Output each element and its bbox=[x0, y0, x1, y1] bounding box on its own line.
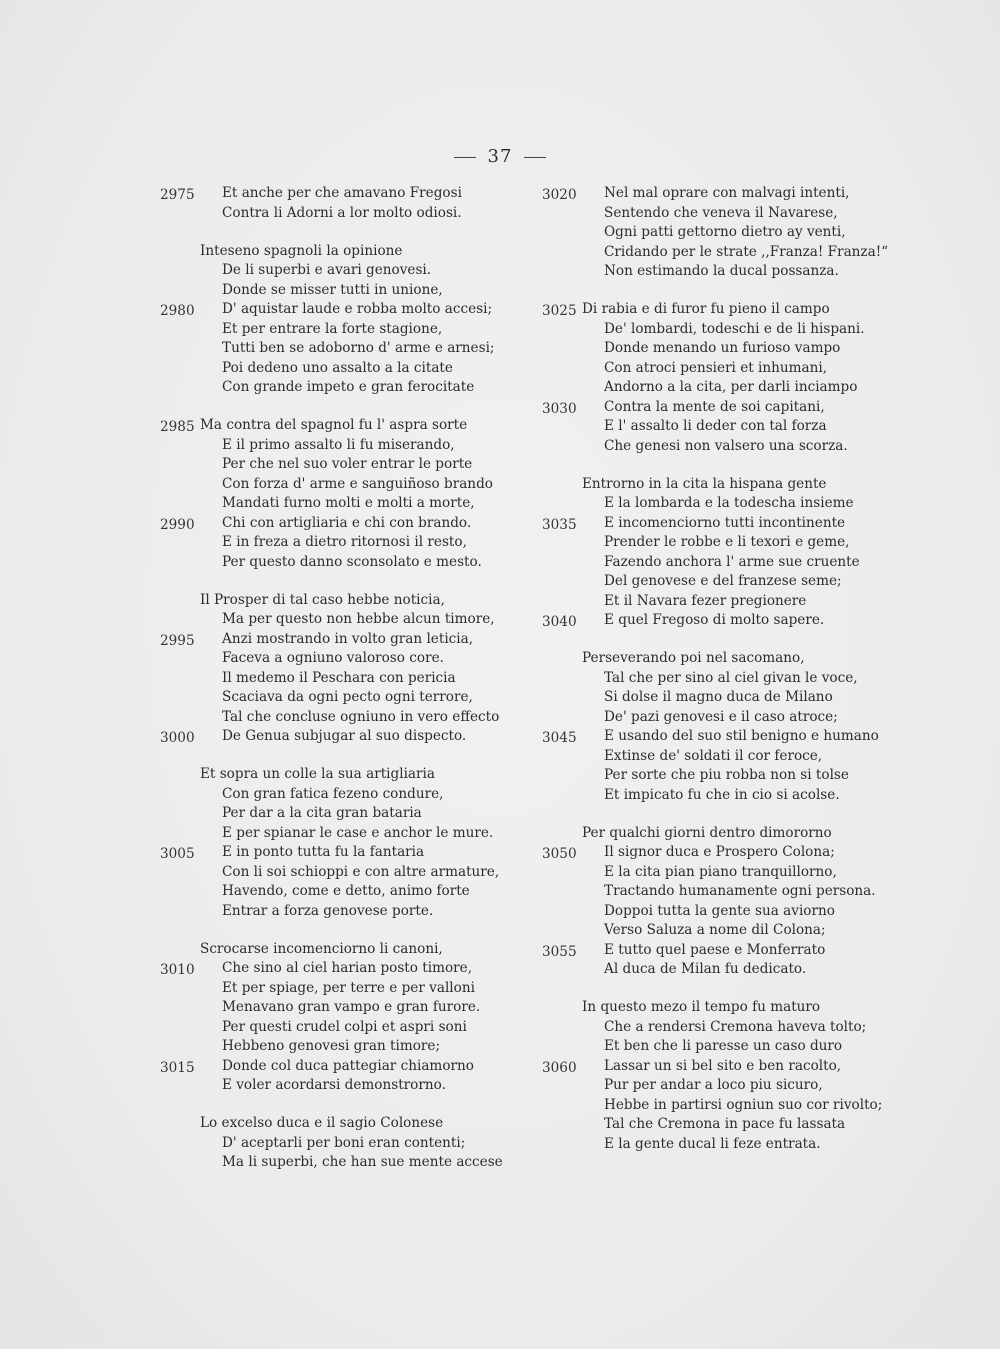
verse-text: Lo excelso duca e il sagio Colonese bbox=[200, 1115, 444, 1131]
verse-text: Per dar a la cita gran bataria bbox=[222, 805, 422, 821]
line-number: 3030 bbox=[542, 400, 577, 417]
verse-line bbox=[542, 727, 1000, 747]
verse-text: Con grande impeto e gran ferocitate bbox=[222, 379, 475, 395]
verse-text: Entrorno in la cita la hispana gente bbox=[582, 475, 827, 492]
header-dash-right bbox=[524, 157, 546, 158]
line-number: 3015 bbox=[160, 1059, 195, 1076]
verse-text: E l' assalto li deder con tal forza bbox=[604, 418, 827, 434]
verse-text: Che a rendersi Cremona haveva tolto; bbox=[604, 1018, 867, 1035]
verse-line bbox=[542, 1057, 1000, 1077]
verse-text: Nel mal oprare con malvagi intenti, bbox=[604, 185, 850, 201]
line-number: 3050 bbox=[542, 846, 577, 862]
verse-text: Chi con artigliaria e chi con brando. bbox=[222, 514, 472, 531]
verse-line bbox=[542, 300, 1000, 320]
verse-line bbox=[542, 533, 1000, 553]
verse-text: Di rabia e di furor fu pieno il campo bbox=[582, 301, 830, 317]
verse-text: E in ponto tutta fu la fantaria bbox=[222, 844, 425, 860]
verse-line bbox=[542, 243, 1000, 263]
verse-text: Ma per questo non hebbe alcun timore, bbox=[222, 611, 495, 627]
verse-line bbox=[542, 514, 1000, 534]
line-number: 3055 bbox=[542, 943, 577, 960]
verse-text: Verso Saluza a nome dil Colona; bbox=[604, 922, 826, 938]
verse-text: Il medemo il Peschara con pericia bbox=[222, 669, 456, 686]
verse-line bbox=[542, 863, 1000, 883]
verse-text: Perseverando poi nel sacomano, bbox=[582, 650, 805, 666]
verse-line bbox=[542, 223, 1000, 243]
line-number: 3005 bbox=[160, 846, 195, 862]
verse-text: Ogni patti gettorno dietro ay venti, bbox=[604, 224, 846, 240]
verse-text: Hebbe in partirsi ogniun suo cor rivolto; bbox=[604, 1096, 883, 1113]
verse-line bbox=[542, 1096, 1000, 1116]
verse-text: Per che nel suo voler entrar le porte bbox=[222, 456, 473, 472]
verse-text: Con li soi schioppi e con altre armature, bbox=[222, 863, 500, 880]
verse-line bbox=[542, 998, 1000, 1018]
verse-line bbox=[542, 786, 1000, 806]
verse-line bbox=[542, 708, 1000, 728]
verse-line bbox=[542, 1037, 1000, 1057]
verse-line bbox=[542, 378, 1000, 398]
verse-line bbox=[542, 766, 1000, 786]
verse-text: E quel Fregoso di molto sapere. bbox=[604, 612, 825, 628]
line-number: 2990 bbox=[160, 516, 195, 533]
verse-line bbox=[542, 475, 1000, 495]
verse-text: Scaciava da ogni pecto ogni terrore, bbox=[222, 689, 473, 705]
verse-text: Havendo, come e detto, animo forte bbox=[222, 883, 470, 899]
header-dash-left bbox=[454, 157, 476, 158]
verse-text: De Genua subjugar al suo dispecto. bbox=[222, 728, 467, 744]
verse-line bbox=[542, 359, 1000, 379]
verse-text: Al duca de Milan fu dedicato. bbox=[604, 961, 807, 977]
verse-text: E incomenciorno tutti incontinente bbox=[604, 514, 846, 531]
stanza bbox=[542, 824, 1000, 980]
verse-text: Et il Navara fezer pregionere bbox=[604, 592, 807, 609]
verse-line bbox=[542, 320, 1000, 340]
verse-text: Andorno a la cita, per darli inciampo bbox=[604, 379, 858, 395]
verse-text: Extinse de' soldati il cor feroce, bbox=[604, 747, 823, 764]
verse-text: Lassar un si bel sito e ben racolto, bbox=[604, 1057, 842, 1074]
line-number: 2985 bbox=[160, 419, 195, 435]
verse-text: Contra li Adorni a lor molto odiosi. bbox=[222, 204, 462, 221]
verse-text: E la gente ducal li feze entrata. bbox=[604, 1135, 821, 1152]
verse-text: Per questo danno sconsolato e mesto. bbox=[222, 553, 482, 570]
verse-line bbox=[542, 688, 1000, 708]
verse-text: De li superbi e avari genovesi. bbox=[222, 262, 432, 278]
verse-text: Ma li superbi, che han sue mente accese bbox=[222, 1154, 503, 1170]
verse-text: Tutti ben se adoborno d' arme e arnesi; bbox=[222, 340, 495, 356]
verse-line bbox=[542, 921, 1000, 941]
verse-text: Poi dedeno uno assalto a la citate bbox=[222, 359, 453, 376]
verse-text: Scrocarse incomenciorno li canoni, bbox=[200, 940, 443, 957]
verse-text: E il primo assalto li fu miserando, bbox=[222, 436, 455, 453]
verse-text: Inteseno spagnoli la opinione bbox=[200, 242, 403, 259]
verse-line bbox=[542, 437, 1000, 457]
verse-text: Tal che per sino al ciel givan le voce, bbox=[604, 669, 858, 686]
verse-text: D' aceptarli per boni eran contenti; bbox=[222, 1134, 466, 1151]
line-number: 2980 bbox=[160, 303, 195, 319]
right-column bbox=[542, 184, 1000, 1173]
verse-text: Et anche per che amavano Fregosi bbox=[222, 185, 462, 201]
verse-text: E usando del suo stil benigno e humano bbox=[604, 728, 879, 744]
verse-text: E la lombarda e la todescha insieme bbox=[604, 495, 854, 511]
verse-text: Cridando per le strate ,,Franza! Franza!“ bbox=[604, 243, 889, 260]
line-number: 3020 bbox=[542, 187, 577, 203]
verse-line bbox=[542, 204, 1000, 224]
line-number: 3000 bbox=[160, 730, 195, 746]
verse-line bbox=[542, 417, 1000, 437]
stanza bbox=[542, 475, 1000, 631]
verse-text: Pur per andar a loco piu sicuro, bbox=[604, 1077, 823, 1093]
verse-text: Mandati furno molti e molti a morte, bbox=[222, 495, 475, 511]
line-number: 3045 bbox=[542, 730, 577, 746]
verse-line bbox=[542, 611, 1000, 631]
verse-text: Et impicato fu che in cio si acolse. bbox=[604, 786, 840, 803]
verse-line bbox=[542, 747, 1000, 767]
verse-text: Et sopra un colle la sua artigliaria bbox=[200, 766, 435, 782]
verse-text: Tractando humanamente ogni persona. bbox=[604, 883, 876, 899]
verse-text: Per sorte che piu robba non si tolse bbox=[604, 767, 849, 783]
verse-line bbox=[542, 960, 1000, 980]
verse-line bbox=[542, 902, 1000, 922]
verse-text: Menavano gran vampo e gran furore. bbox=[222, 999, 481, 1015]
line-number: 3060 bbox=[542, 1059, 577, 1076]
verse-text: Anzi mostrando in volto gran leticia, bbox=[222, 630, 474, 647]
verse-text: Fazendo anchora l' arme sue cruente bbox=[604, 553, 860, 570]
verse-text: De' pazi genovesi e il caso atroce; bbox=[604, 708, 838, 725]
verse-text: E la cita pian piano tranquillorno, bbox=[604, 863, 837, 880]
verse-text: Non estimando la ducal possanza. bbox=[604, 263, 839, 279]
verse-text: Et ben che li paresse un caso duro bbox=[604, 1038, 843, 1054]
verse-text: D' aquistar laude e robba molto accesi; bbox=[222, 301, 493, 317]
verse-line bbox=[542, 843, 1000, 863]
stanza bbox=[542, 998, 1000, 1154]
line-number: 3035 bbox=[542, 516, 577, 533]
verse-text: Si dolse il magno duca de Milano bbox=[604, 689, 833, 705]
verse-line bbox=[542, 649, 1000, 669]
verse-line bbox=[542, 669, 1000, 689]
verse-line bbox=[542, 1115, 1000, 1135]
verse-text: E voler acordarsi demonstrorno. bbox=[222, 1077, 446, 1093]
verse-text: Per questi crudel colpi et aspri soni bbox=[222, 1018, 467, 1035]
verse-line bbox=[542, 553, 1000, 573]
page-header bbox=[0, 146, 1000, 167]
line-number: 2975 bbox=[160, 187, 195, 203]
verse-text: Contra la mente de soi capitani, bbox=[604, 398, 825, 415]
line-number: 3010 bbox=[160, 962, 195, 978]
line-number: 3040 bbox=[542, 614, 577, 630]
verse-text: Il signor duca e Prospero Colona; bbox=[604, 844, 835, 860]
verse-text: De' lombardi, todeschi e de li hispani. bbox=[604, 320, 865, 337]
verse-text: Con forza d' arme e sanguiñoso brando bbox=[222, 475, 493, 492]
stanza bbox=[542, 300, 1000, 456]
stanza bbox=[542, 649, 1000, 805]
verse-text: Il Prosper di tal caso hebbe noticia, bbox=[200, 591, 445, 608]
verse-text: Del genovese e del franzese seme; bbox=[604, 573, 842, 589]
verse-text: E in freza a dietro ritornosi il resto, bbox=[222, 534, 467, 550]
verse-line bbox=[542, 339, 1000, 359]
verse-text: E per spianar le case e anchor le mure. bbox=[222, 824, 494, 841]
page-number: 37 bbox=[487, 146, 513, 167]
verse-text: Con atroci pensieri et inhumani, bbox=[604, 359, 828, 376]
verse-line bbox=[542, 1018, 1000, 1038]
verse-line bbox=[542, 184, 1000, 204]
verse-line bbox=[542, 494, 1000, 514]
verse-text: Che sino al ciel harian posto timore, bbox=[222, 960, 473, 976]
verse-text: Con gran fatica fezeno condure, bbox=[222, 785, 444, 802]
verse-text: E tutto quel paese e Monferrato bbox=[604, 941, 826, 958]
verse-text: Doppoi tutta la gente sua aviorno bbox=[604, 902, 835, 919]
verse-line bbox=[542, 1076, 1000, 1096]
stanza bbox=[542, 184, 1000, 282]
verse-line bbox=[542, 824, 1000, 844]
verse-text: Prender le robbe e li texori e geme, bbox=[604, 534, 850, 550]
verse-text: Et per entrare la forte stagione, bbox=[222, 320, 443, 337]
verse-text: Donde menando un furioso vampo bbox=[604, 340, 841, 356]
verse-text: Sentendo che veneva il Navarese, bbox=[604, 204, 838, 221]
verse-line bbox=[542, 1135, 1000, 1155]
verse-text: Entrar a forza genovese porte. bbox=[222, 902, 434, 919]
verse-text: Per qualchi giorni dentro dimororno bbox=[582, 824, 832, 841]
verse-text: Donde se misser tutti in unione, bbox=[222, 281, 443, 298]
line-number: 2995 bbox=[160, 632, 195, 649]
verse-line bbox=[542, 882, 1000, 902]
verse-text: Donde col duca pattegiar chiamorno bbox=[222, 1057, 474, 1074]
verse-line bbox=[542, 592, 1000, 612]
verse-line bbox=[542, 572, 1000, 592]
verse-text: Ma contra del spagnol fu l' aspra sorte bbox=[200, 417, 468, 433]
verse-line bbox=[542, 398, 1000, 418]
line-number: 3025 bbox=[542, 303, 577, 319]
verse-text: Tal che Cremona in pace fu lassata bbox=[604, 1116, 846, 1132]
verse-text: In questo mezo il tempo fu maturo bbox=[582, 999, 821, 1015]
verse-line bbox=[542, 262, 1000, 282]
verse-text: Et per spiage, per terre e per valloni bbox=[222, 979, 475, 996]
verse-line bbox=[542, 941, 1000, 961]
verse-text: Tal che concluse ogniuno in vero effecto bbox=[222, 708, 500, 725]
verse-text: Faceva a ogniuno valoroso core. bbox=[222, 650, 444, 666]
verse-text: Che genesi non valsero una scorza. bbox=[604, 437, 848, 454]
verse-text: Hebbeno genovesi gran timore; bbox=[222, 1038, 441, 1054]
